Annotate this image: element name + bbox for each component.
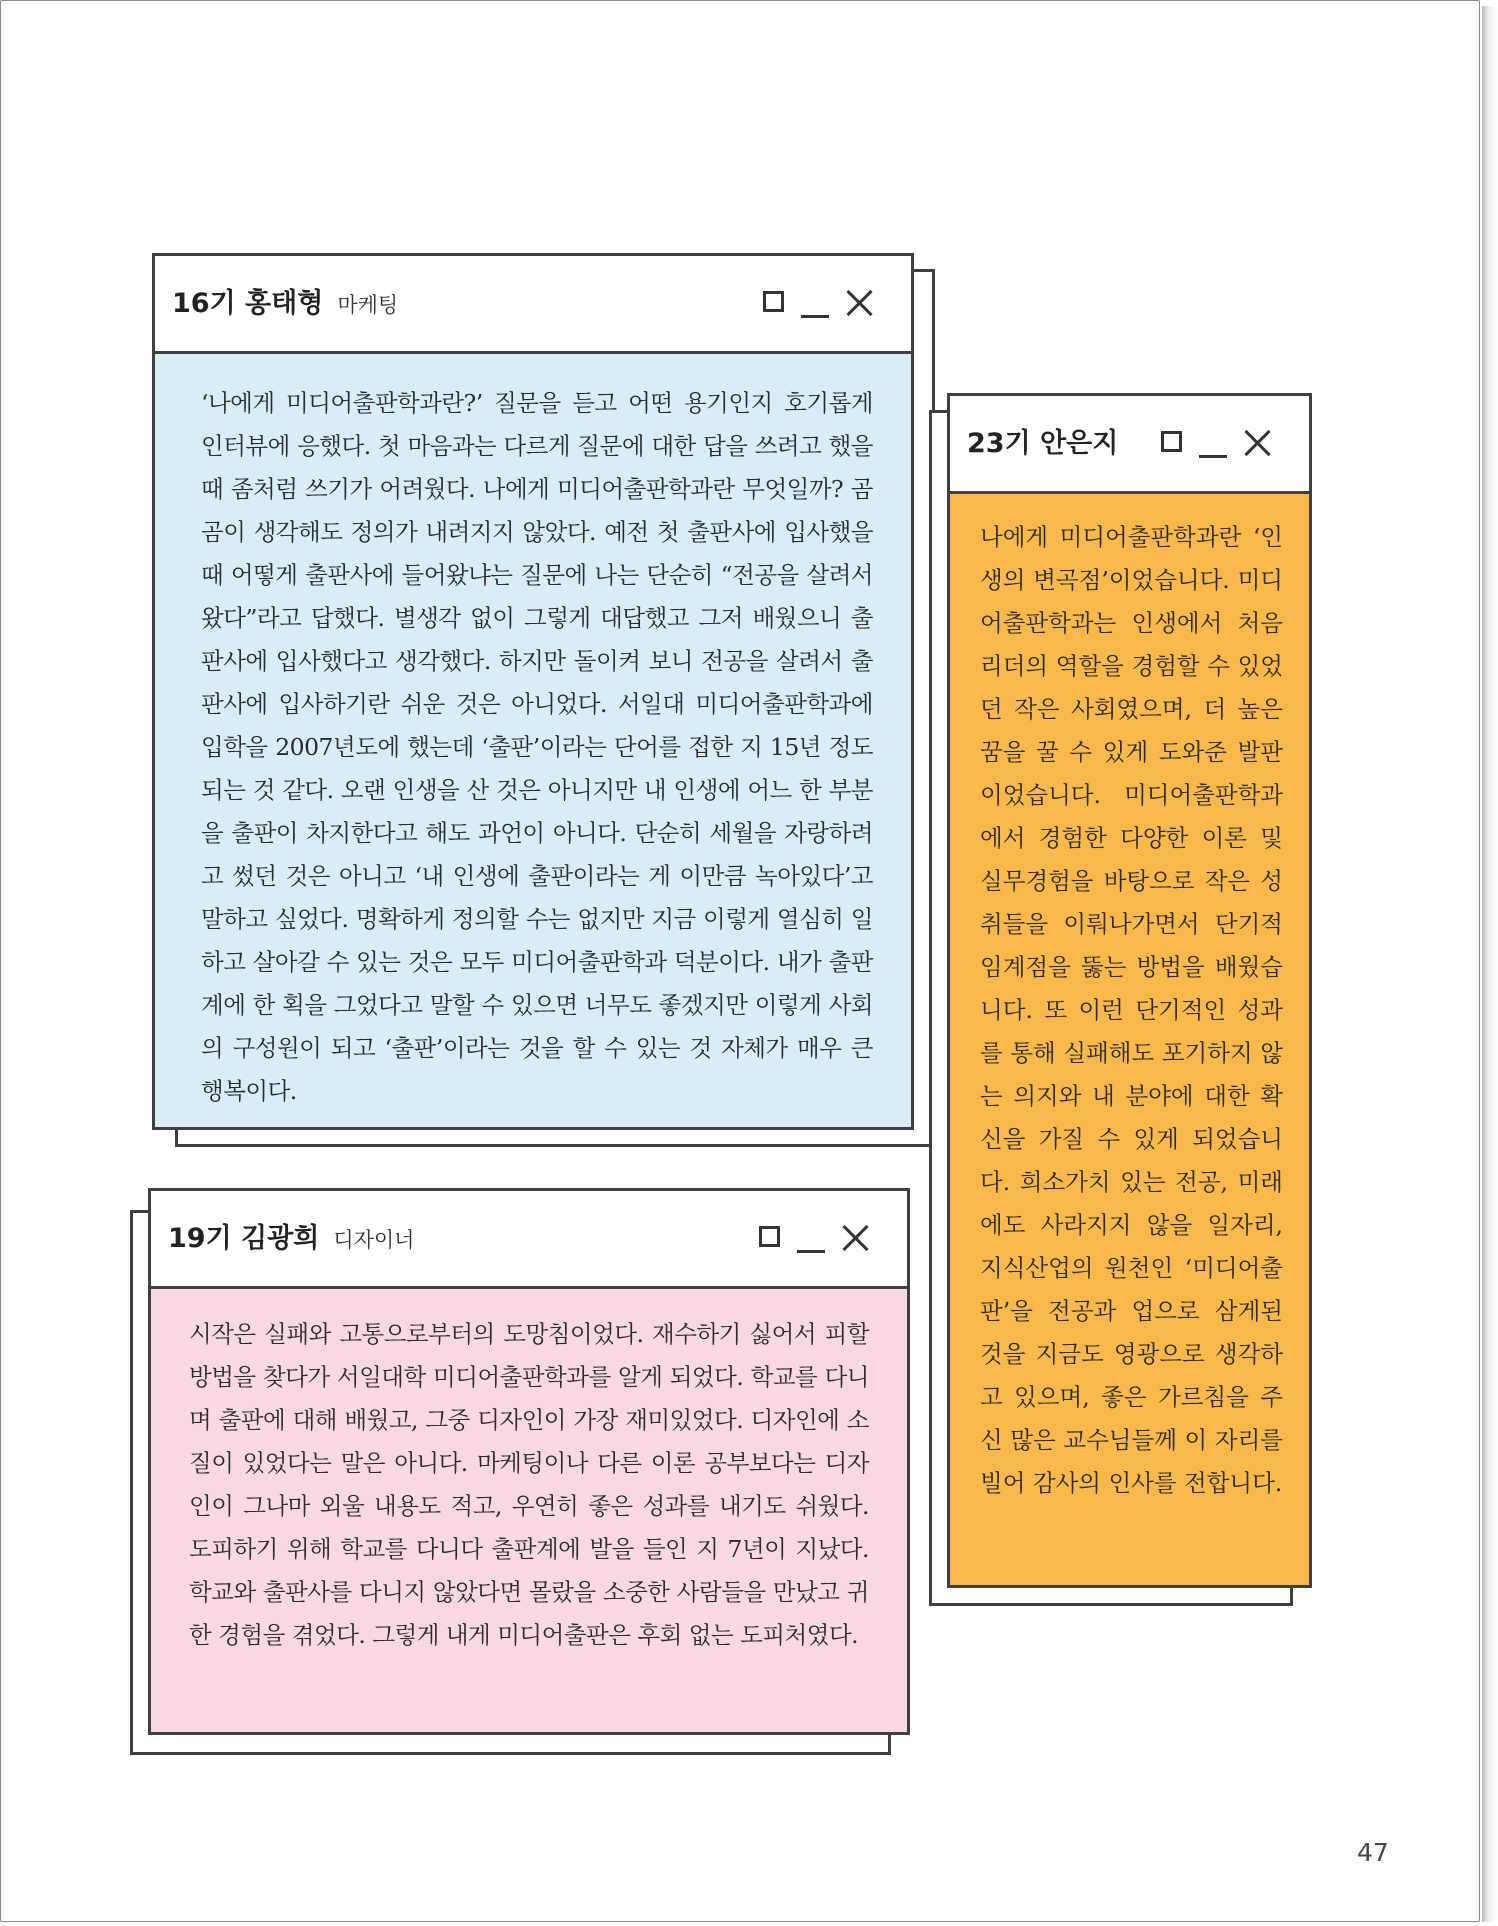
close-icon[interactable] <box>841 1223 871 1253</box>
window-title <box>172 256 398 351</box>
window-title-bar <box>155 256 911 354</box>
window-controls <box>759 1223 879 1253</box>
window-title <box>967 396 1118 491</box>
window-controls <box>1161 428 1281 458</box>
minimize-icon[interactable] <box>797 1250 825 1253</box>
window-title-bar <box>151 1191 907 1289</box>
close-icon[interactable] <box>845 288 875 318</box>
window-body <box>950 494 1309 1585</box>
close-icon[interactable] <box>1243 428 1273 458</box>
window-title-bar <box>950 396 1309 494</box>
author-name: 16기 홍태형 <box>172 288 324 319</box>
testimonial-text: ‘나에게 미디어출판학과란?’ 질문을 듣고 어떤 용기인지 호기롭게 인터뷰에 응했다. 첫 마음과는 다르게 질문에 대한 답을 쓰려고 했을 때 좀처럼 쓰기가 어려웠다. 나에게 미디어출판학과란 무엇일까? 곰곰이 생각해도 정의가 내려지지 않았다. 예전 첫 출판사에 입사했을 때 어떻게 출판사에 들어왔냐는 질문에 나는 단순히 “전공을 살려서 왔다”라고 답했다. 별생각 없이 그렇게 대답했고 그저 배웠으니 출판사에 입사했다고 생각했다. 하지만 돌이켜 보니 전공을 살려서 출판사에 입사하기란 쉬운 것은 아니었다. 서일대 미디어출판학과에 입학을 2007년도에 했는데 ‘출판’이라는 단어를 접한 지 15년 정도 되는 것 같다. 오랜 인생을 산 것은 아니지만 내 인생에 어느 한 부분을 출판이 차지한다고 해도 과언이 아니다. 단순히 세월을 자랑하려고 썼던 것은 아니고 ‘내 인생에 출판이라는 게 이만큼 녹아있다’고 말하고 싶었다. 명확하게 정의할 수는 없지만 지금 이렇게 열심히 일하고 살아갈 수 있는 것은 모두 미디어출판학과 덕분이다. 내가 출판계에 한 획을 그었다고 말할 수 있으면 너무도 좋겠지만 이렇게 사회의 구성원이 되고 ‘출판’이라는 것을 할 수 있는 것 자체가 매우 큰 행복이다. <box>201 389 873 1105</box>
author-name: 19기 김광희 <box>168 1223 320 1254</box>
page-number: 47 <box>1357 1838 1389 1867</box>
page-shadow <box>1482 6 1498 1922</box>
maximize-icon[interactable] <box>1161 431 1182 452</box>
window-title <box>168 1191 414 1286</box>
testimonial-text: 나에게 미디어출판학과란 ‘인생의 변곡점’이었습니다. 미디어출판학과는 인생에서 처음 리더의 역할을 경험할 수 있었던 작은 사회였으며, 더 높은 꿈을 꿀 수 있게 도와준 발판이었습니다. 미디어출판학과에서 경험한 다양한 이론 및 실무경험을 바탕으로 작은 성취들을 이뤄나가면서 단기적 임계점을 뚫는 방법을 배웠습니다. 또 이런 단기적인 성과를 통해 실패해도 포기하지 않는 의지와 내 분야에 대한 확신을 가질 수 있게 되었습니다. 희소가치 있는 전공, 미래에도 사라지지 않을 일자리, 지식산업의 원천인 ‘미디어출판’을 전공과 업으로 삼게된 것을 지금도 영광으로 생각하고 있으며, 좋은 가르침을 주신 많은 교수님들께 이 자리를 빌어 감사의 인사를 전합니다. <box>980 523 1283 1497</box>
window-ahn-eunji <box>947 393 1312 1588</box>
author-role: 마케팅 <box>337 293 399 317</box>
maximize-icon[interactable] <box>759 1226 780 1247</box>
author-role: 디자이너 <box>333 1228 415 1252</box>
testimonial-text: 시작은 실패와 고통으로부터의 도망침이었다. 재수하기 싫어서 피할 방법을 찾다가 서일대학 미디어출판학과를 알게 되었다. 학교를 다니며 출판에 대해 배웠고, 그중 디자인이 가장 재미있었다. 디자인에 소질이 있었다는 말은 아니다. 마케팅이나 다른 이론 공부보다는 디자인이 그나마 외울 내용도 적고, 우연히 좋은 성과를 내기도 쉬웠다. 도피하기 위해 학교를 다니다 출판계에 발을 들인 지 7년이 지났다. 학교와 출판사를 다니지 않았다면 몰랐을 소중한 사람들을 만났고 귀한 경험을 겪었다. 그렇게 내게 미디어출판은 후회 없는 도피처였다. <box>189 1320 869 1649</box>
window-body <box>155 354 911 1127</box>
maximize-icon[interactable] <box>763 291 784 312</box>
author-name: 23기 안은지 <box>967 428 1119 459</box>
window-kim-kwanghee <box>148 1188 910 1735</box>
window-hong-taehyung <box>152 253 914 1130</box>
minimize-icon[interactable] <box>801 315 829 318</box>
window-body <box>151 1289 907 1732</box>
window-controls <box>763 288 883 318</box>
minimize-icon[interactable] <box>1199 455 1227 458</box>
